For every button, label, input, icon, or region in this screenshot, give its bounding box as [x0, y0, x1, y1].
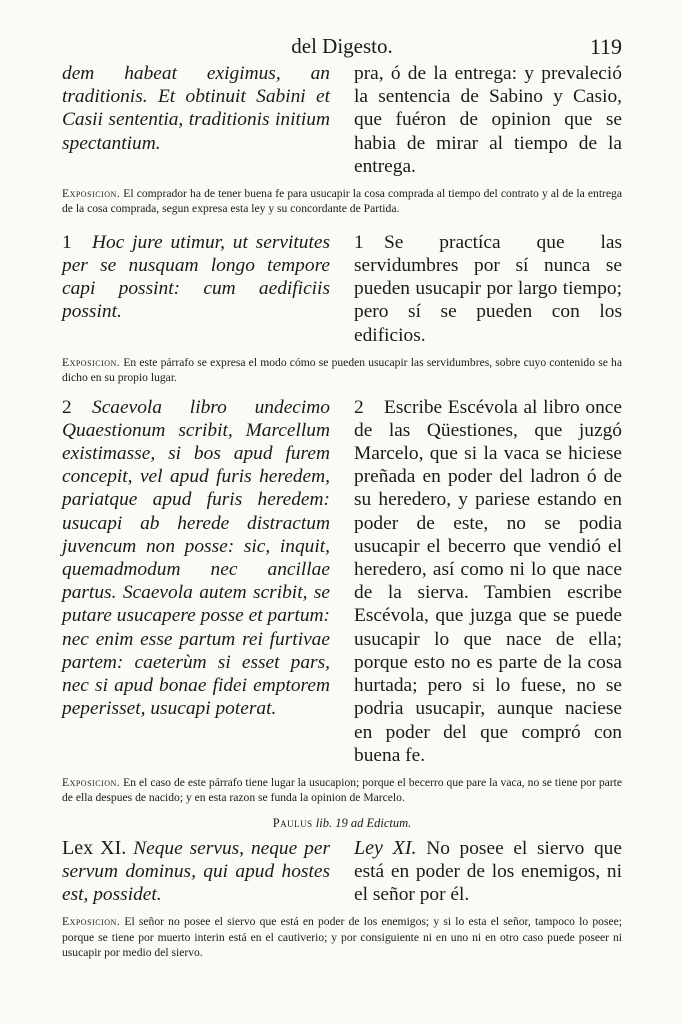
- exposicion-label: Exposicion.: [62, 915, 121, 929]
- exposicion-label: Exposicion.: [62, 187, 121, 201]
- page-header: [62, 28, 622, 62]
- latin-text-2: Scaevola libro undecimo Quaestionum scribit, Marcellum existimasse, si bos apud furem concepit, vel apud furis heredem, pariatque apud furis heredem: usucapi ab herede distractum juvencum non posse: sic, inquit, quemadmodum nec ancillae partus. Scaevola autem scribit, se putare usucapere posse et partum: nec enim esse partum rei furtivae partem: caeterùm si esset pars, nec si apud bonae fidei emptorem peperisset, usucapi poterat.: [62, 396, 330, 720]
- source-author: Paulus: [272, 815, 313, 830]
- exposicion-text: El comprador ha de tener buena fe para usucapir la cosa comprada al tiempo del contrato y al de la entrega de la cosa comprada, segun expresa esta ley y su concordante de Partida.: [62, 187, 622, 216]
- spanish-paragraph-2: [354, 396, 622, 767]
- spanish-paragraph-1: [354, 231, 622, 347]
- exposicion-2: [62, 775, 622, 806]
- exposicion-text: En este párrafo se expresa el modo cómo se pueden usucapir las servidumbres, sobre cuyo contenido se ha dicho en su propio lugar.: [62, 355, 622, 385]
- exposicion-0: [62, 186, 622, 217]
- source-reference: lib. 19 ad Edictum.: [315, 815, 412, 830]
- exposicion-label: Exposicion.: [62, 355, 121, 369]
- paragraph-number: 1: [62, 231, 72, 253]
- latin-text-1: Hoc jure utimur, ut servitutes per se nusquam longo tempore capi possint: cum aedificiis possint.: [62, 231, 330, 323]
- ley-heading: Ley XI.: [354, 836, 417, 859]
- latin-paragraph-1: [62, 231, 330, 347]
- latin-paragraph-3: [62, 837, 330, 907]
- book-page: [62, 28, 622, 971]
- spanish-text-0: pra, ó de la entrega: y prevaleció la sentencia de Sabino y Casio, que fuéron de opinion que se habia de mirar al tiempo de la entrega.: [354, 63, 622, 177]
- spanish-text-3: No posee el siervo que está en poder de los enemigos, ni el señor por él.: [354, 837, 622, 906]
- paragraph-number: 2: [354, 396, 364, 418]
- section-0: [62, 62, 622, 178]
- paragraph-number: 2: [62, 396, 72, 418]
- exposicion-3: [62, 914, 622, 960]
- exposicion-1: [62, 355, 622, 386]
- spanish-text-2: Escribe Escévola al libro once de las Qüestiones, que juzgó Marcelo, que si la vaca se hiciese preñada en poder del ladron ó de su heredero, y pariese estando en poder de este, no se podia usucapir el becerro que vendió el heredero, así como ni lo que nace de la sierva. Tambien escribe Escévola, que juzga que se puede usucapir lo que nace de ella; porque esto no es parte de la cosa hurtada; pero si lo fuese, no se podria usucapir, aunque naciese en poder del que compró con buena fe.: [354, 396, 622, 766]
- section-3: [62, 837, 622, 907]
- latin-text-3: Neque servus, neque per servum dominus, qui apud hostes est, possidet.: [62, 837, 330, 906]
- spanish-text-1: Se practíca que las servidumbres por sí nunca se pueden usucapir por largo tiempo; pero sí se pueden con los edificios.: [354, 231, 622, 346]
- paragraph-number: 1: [354, 231, 364, 253]
- source-citation: [62, 816, 622, 831]
- latin-text-0: dem habeat exigimus, an traditionis. Et obtinuit Sabini et Casii sententia, traditionis initium spectantium.: [62, 63, 330, 154]
- running-title: del Digesto.: [291, 34, 393, 58]
- section-2: [62, 396, 622, 767]
- section-1: [62, 231, 622, 347]
- lex-heading: Lex XI.: [62, 836, 127, 859]
- exposicion-label: Exposicion.: [62, 775, 121, 789]
- exposicion-text: En el caso de este párrafo tiene lugar la usucapion; porque el becerro que pare la vaca, no se tiene por parte de ella despues de nacido; y en esta razon se funda la opinion de Marcelo.: [62, 775, 622, 805]
- spanish-paragraph-3: [354, 837, 622, 907]
- page-number: 119: [589, 34, 622, 59]
- latin-paragraph-2: [62, 396, 330, 767]
- exposicion-text: El señor no posee el siervo que está en poder de los enemigos; y si lo esta el señor, tampoco lo posee; porque se tiene por muerto interin está en el cautiverio; y por consiguiente ni en uno ni en otro caso puede poseer ni usucapir por medio del siervo.: [62, 915, 622, 960]
